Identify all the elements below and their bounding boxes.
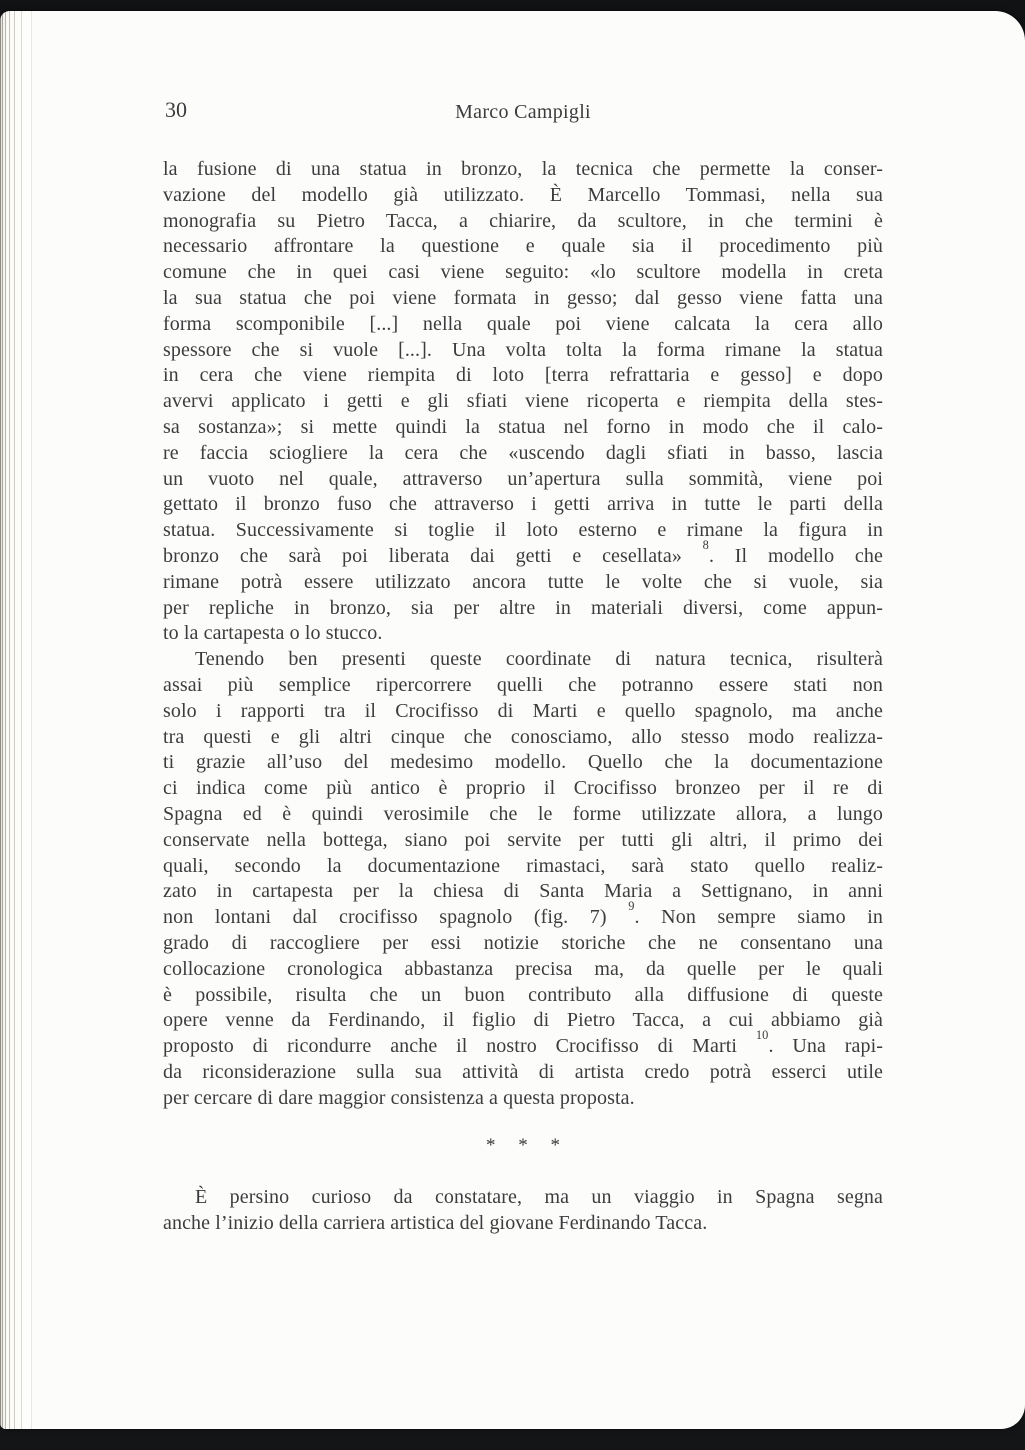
text-line: grado di raccogliere per essi notizie storiche che ne consentano una xyxy=(163,931,883,954)
text-line: la sua statua che poi viene formata in gesso; dal gesso viene fatta una xyxy=(163,286,883,309)
body-text xyxy=(163,157,883,1237)
text-line: in cera che viene riempita di loto [terra refrattaria e gesso] e dopo xyxy=(163,364,883,387)
page-content-area xyxy=(163,97,883,1237)
text-line: quali, secondo la documentazione rimastaci, sarà stato quello realiz- xyxy=(163,854,883,877)
text-line: Spagna ed è quindi verosimile che le forme utilizzate allora, a lungo xyxy=(163,802,883,825)
footnote-reference: 8 xyxy=(702,537,709,552)
text-line: rimane potrà essere utilizzato ancora tutte le volte che si vuole, sia xyxy=(163,570,883,593)
text-line: per cercare di dare maggior consistenza a questa proposta. xyxy=(163,1086,635,1109)
text-line: la fusione di una statua in bronzo, la tecnica che permette la conser- xyxy=(163,158,883,180)
page-header xyxy=(163,97,883,133)
paragraph xyxy=(163,157,883,647)
text-line: opere venne da Ferdinando, il figlio di Pietro Tacca, a cui abbiamo già xyxy=(163,1009,883,1032)
text-line: bronzo che sarà poi liberata dai getti e cesellata» $^8$. Il modello che xyxy=(163,537,883,567)
running-header: Marco Campigli xyxy=(455,101,591,123)
text-line: statua. Successivamente si toglie il loto esterno e rimane la figura in xyxy=(163,519,883,542)
text-line: avervi applicato i getti e gli sfiati viene ricoperta e riempita della stes- xyxy=(163,390,883,413)
text-line: solo i rapporti tra il Crocifisso di Marti e quello spagnolo, ma anche xyxy=(163,699,883,722)
footnote-reference: 9 xyxy=(628,898,635,913)
text-line: necessario affrontare la questione e quale sia il procedimento più xyxy=(163,235,883,258)
text-line: assai più semplice ripercorrere quelli che potranno essere stati non xyxy=(163,673,883,696)
text-line: re faccia sciogliere la cera che «uscendo dagli sfiati in basso, lascia xyxy=(163,441,883,464)
text-line: proposto di ricondurre anche il nostro Crocifisso di Marti $^{10}$. Una rapi- xyxy=(163,1027,883,1058)
text-line: collocazione cronologica abbastanza precisa ma, da quelle per le quali xyxy=(163,957,883,980)
text-line: sa sostanza»; si mette quindi la statua nel forno in modo che il calo- xyxy=(163,415,883,438)
text-line: comune che in quei casi viene seguito: «lo scultore modella in creta xyxy=(163,261,883,284)
page-edge-stack xyxy=(0,11,48,1429)
text-line: gettato il bronzo fuso che attraverso i getti arriva in tutte le parti della xyxy=(163,493,883,516)
page-number: 30 xyxy=(165,97,187,122)
text-line: non lontani dal crocifisso spagnolo (fig. 7) $^9$. Non sempre siamo in xyxy=(163,898,883,929)
text-line: zato in cartapesta per la chiesa di Santa Maria a Settignano, in anni xyxy=(163,880,883,903)
text-line: Tenendo ben presenti queste coordinate di natura tecnica, risulterà xyxy=(195,648,883,671)
text-line: ti grazie all’uso del medesimo modello. Quello che la documentazione xyxy=(163,751,883,774)
text-line: conservate nella bottega, siano poi servite per tutti gli altri, il primo dei xyxy=(163,828,883,851)
paragraph xyxy=(163,647,883,1111)
footnote-reference: 10 xyxy=(755,1027,769,1042)
text-line: da riconsiderazione sulla sua attività di artista credo potrà esserci utile xyxy=(163,1060,883,1083)
paragraph xyxy=(163,1185,883,1237)
text-line: spessore che si vuole [...]. Una volta tolta la forma rimane la statua xyxy=(163,338,883,361)
text-line: forma scomponibile [...] nella quale poi viene calcata la cera allo xyxy=(163,312,883,335)
text-line: monografia su Pietro Tacca, a chiarire, da scultore, in che termini è xyxy=(163,209,883,232)
text-line: è possibile, risulta che un buon contributo alla diffusione di queste xyxy=(163,983,883,1006)
section-separator: * * * xyxy=(486,1135,569,1157)
text-line: vazione del modello già utilizzato. È Marcello Tommasi, nella sua xyxy=(163,183,883,206)
book-page xyxy=(0,11,1025,1429)
text-line: per repliche in bronzo, sia per altre in materiali diversi, come appun- xyxy=(163,596,883,619)
text-line: un vuoto nel quale, attraverso un’apertura sulla sommità, viene poi xyxy=(163,467,883,490)
text-line: È persino curioso da constatare, ma un viaggio in Spagna segna xyxy=(195,1186,883,1209)
text-line: ci indica come più antico è proprio il Crocifisso bronzeo per il re di xyxy=(163,777,883,800)
text-line: anche l’inizio della carriera artistica del giovane Ferdinando Tacca. xyxy=(163,1212,708,1235)
text-line: to la cartapesta o lo stucco. xyxy=(163,622,383,645)
text-line: tra questi e gli altri cinque che conosciamo, allo stesso modo realizza- xyxy=(163,725,883,748)
